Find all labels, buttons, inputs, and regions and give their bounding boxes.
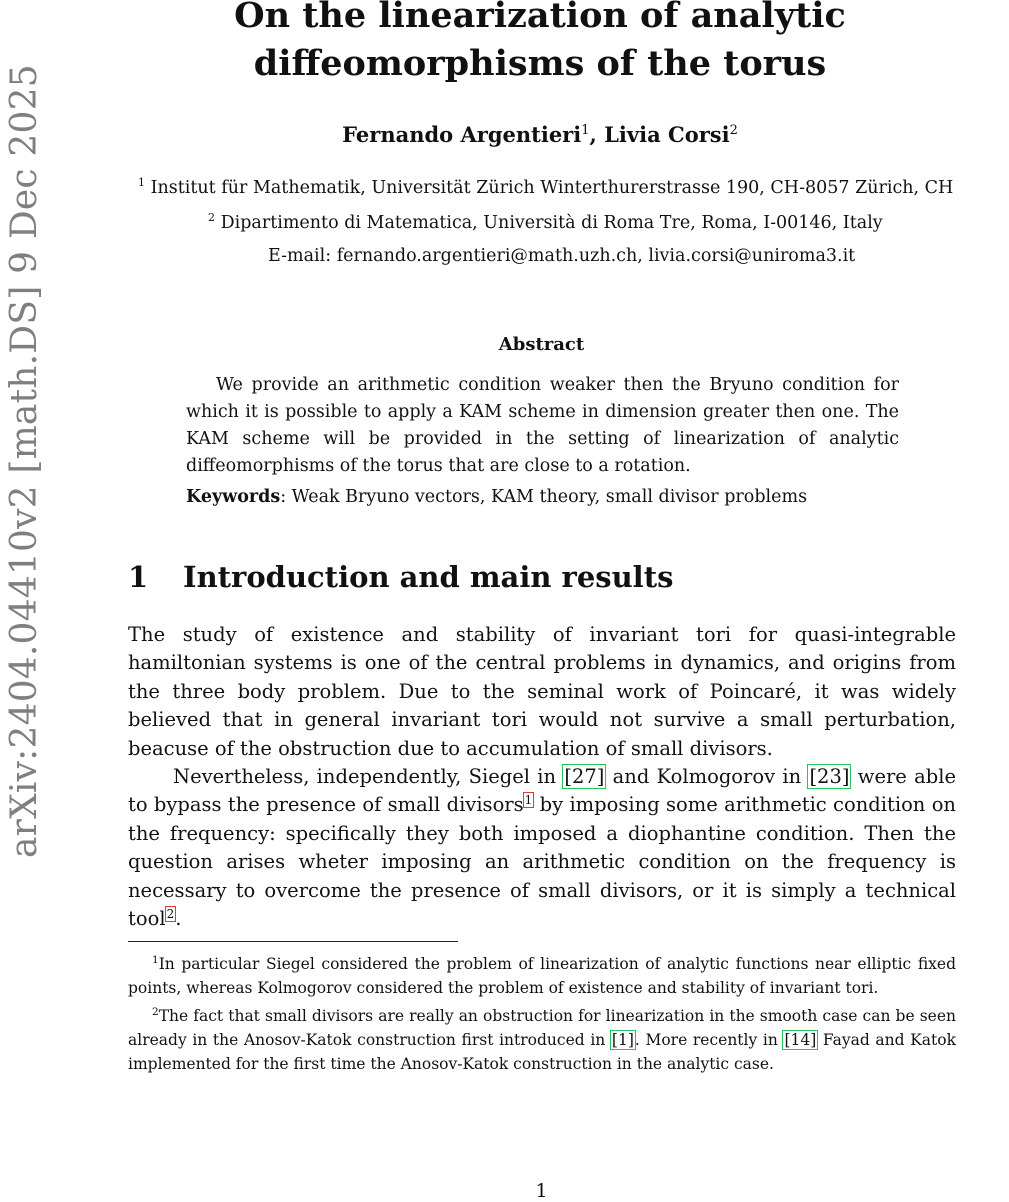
author-2: Livia Corsi xyxy=(604,122,730,147)
section-title: Introduction and main results xyxy=(183,560,674,594)
abstract-heading: Abstract xyxy=(498,334,585,355)
paper-title xyxy=(150,0,930,88)
affiliation-2-mark: 2 xyxy=(208,211,215,224)
citation-1-link[interactable]: [1] xyxy=(611,1031,634,1050)
keywords xyxy=(186,487,807,507)
footnote-2 xyxy=(128,1000,956,1076)
affiliation-1 xyxy=(138,176,953,198)
intro-body xyxy=(128,621,956,933)
p2-text-4: by imposing some arithmetic condition on the frequency: specifically they both imposed a diophantine condition. Then the question arises wheter imposing an arithmetic condition on the frequency is necessary to overcome the presence of small divisors, or it is simply a technical tool xyxy=(128,793,956,931)
section-heading xyxy=(128,560,673,594)
citation-23-link[interactable]: [23] xyxy=(809,765,850,789)
affiliation-1-mark: 1 xyxy=(138,176,145,189)
authors xyxy=(200,122,880,147)
email-line: E-mail: fernando.argentieri@math.uzh.ch, livia.corsi@uniroma3.it xyxy=(268,246,856,266)
affiliation-2 xyxy=(208,211,883,233)
p2-text-2: and Kolmogorov in xyxy=(605,765,809,789)
footnote-1-link[interactable]: 1 xyxy=(524,792,533,807)
footnote-2-mark: 2 xyxy=(152,1006,159,1019)
footnote-2-text-3: Fayad and Katok implemented for the first time the Anosov-Katok construction in the analytic case. xyxy=(128,1031,956,1074)
footnote-divider xyxy=(128,941,458,942)
footnote-1 xyxy=(128,948,956,1000)
footnotes xyxy=(128,948,956,1076)
abstract-text: We provide an arithmetic condition weaker then the Bryuno condition for which it is possible to apply a KAM scheme in dimension greater then one. The KAM scheme will be provided in the setting of linearization of analytic diffeomorphisms of the torus that are close to a rotation. xyxy=(186,375,899,476)
author-1-mark: 1 xyxy=(581,123,590,138)
affiliation-2-text: Dipartimento di Matematica, Università di Roma Tre, Roma, I-00146, Italy xyxy=(220,212,883,233)
footnote-1-text: In particular Siegel considered the problem of linearization of analytic functions near elliptic fixed points, whereas Kolmogorov considered the problem of existence and stability of invariant tori. xyxy=(128,955,956,998)
author-1: Fernando Argentieri xyxy=(342,122,582,147)
footnote-2-text-1: The fact that small divisors are really an obstruction for linearization in the smooth case can be seen already in the Anosov-Katok construction first introduced in xyxy=(128,1007,956,1050)
title-line-2: diffeomorphisms of the torus xyxy=(253,43,827,84)
footnote-2-link[interactable]: 2 xyxy=(166,906,175,921)
footnote-1-mark: 1 xyxy=(152,954,159,966)
arxiv-stamp-text: arXiv:2404.04410v2 [math.DS] 9 Dec 2025 xyxy=(4,64,45,858)
author-separator: , xyxy=(589,122,605,147)
footnote-2-text-2: . More recently in xyxy=(634,1031,784,1050)
keywords-text: : Weak Bryuno vectors, KAM theory, small divisor problems xyxy=(280,487,808,507)
paragraph-1: The study of existence and stability of invariant tori for quasi-integrable hamiltonian systems is one of the central problems in dynamics, and origins from the three body problem. Due to the seminal work of Poincaré, it was widely believed that in general invariant tori would not survive a small perturbation, beacuse of the obstruction due to accumulation of small divisors. xyxy=(128,623,956,760)
p2-text-1: Nevertheless, independently, Siegel in xyxy=(173,765,564,789)
citation-27-link[interactable]: [27] xyxy=(564,765,605,789)
p2-text-5: . xyxy=(175,907,182,931)
keywords-label: Keywords xyxy=(186,487,281,507)
page-number: 1 xyxy=(535,1180,548,1202)
author-2-mark: 2 xyxy=(729,123,738,138)
p2-text-3: were able to bypass the presence of small divisors xyxy=(128,765,956,817)
section-number: 1 xyxy=(128,560,149,594)
abstract-body xyxy=(186,372,899,480)
paragraph-2 xyxy=(128,763,956,933)
citation-14-link[interactable]: [14] xyxy=(784,1031,817,1050)
title-line-1: On the linearization of analytic xyxy=(234,0,846,36)
affiliation-1-text: Institut für Mathematik, Universität Zürich Winterthurerstrasse 190, CH-8057 Zürich, CH xyxy=(150,177,954,198)
